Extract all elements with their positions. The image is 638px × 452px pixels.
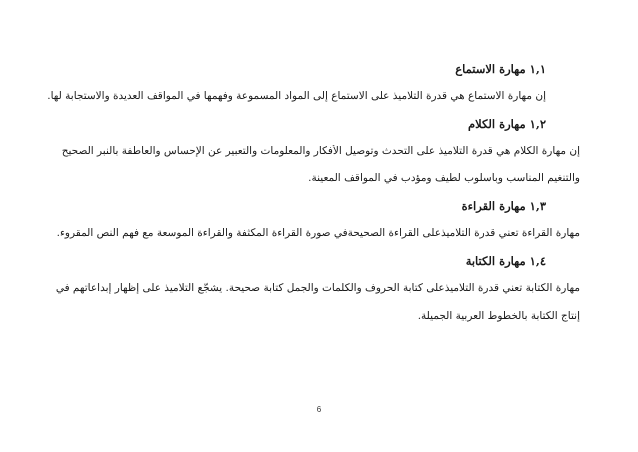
section-3-paragraph-line-1: مهارة القراءة تعني قدرة التلاميذعلى القراءة الصحيحةفي صورة القراءة المكثفة والقراءة الموسعة مع فهم النص المقروء. bbox=[56, 227, 580, 239]
section-4-paragraph-line-1: مهارة الكتابة تعني قدرة التلاميذعلى كتابة الحروف والكلمات والجمل كتابة صحيحة. يشجّع التلاميذ على إظهار إبداعاتهم في bbox=[55, 282, 580, 294]
section-4-paragraph-line-2: إنتاج الكتابة بالخطوط العربية الجميلة. bbox=[417, 310, 580, 322]
section-1-paragraph-line-1: إن مهارة الاستماع هي قدرة التلاميذ على الاستماع إلى المواد المسموعة وفهمها في المواقف العديدة والاستجابة لها. bbox=[47, 90, 546, 102]
section-2-paragraph-line-1: إن مهارة الكلام هي قدرة التلاميذ على التحدث وتوصيل الأفكار والمعلومات والتعبير عن الإحساس والعاطفة بالنبر الصحيح bbox=[61, 145, 580, 157]
section-1-heading: ١,١ مهارة الاستماع bbox=[455, 62, 546, 76]
section-2-heading: ١,٢ مهارة الكلام bbox=[468, 117, 546, 131]
section-4-heading: ١,٤ مهارة الكتابة bbox=[465, 254, 546, 268]
section-3-heading: ١,٣ مهارة القراءة bbox=[461, 199, 546, 213]
section-2-paragraph-line-2: والتنغيم المناسب وبأسلوب لطيف ومؤدب في المواقف المعينة. bbox=[308, 172, 580, 184]
page-number: 6 bbox=[316, 405, 322, 414]
